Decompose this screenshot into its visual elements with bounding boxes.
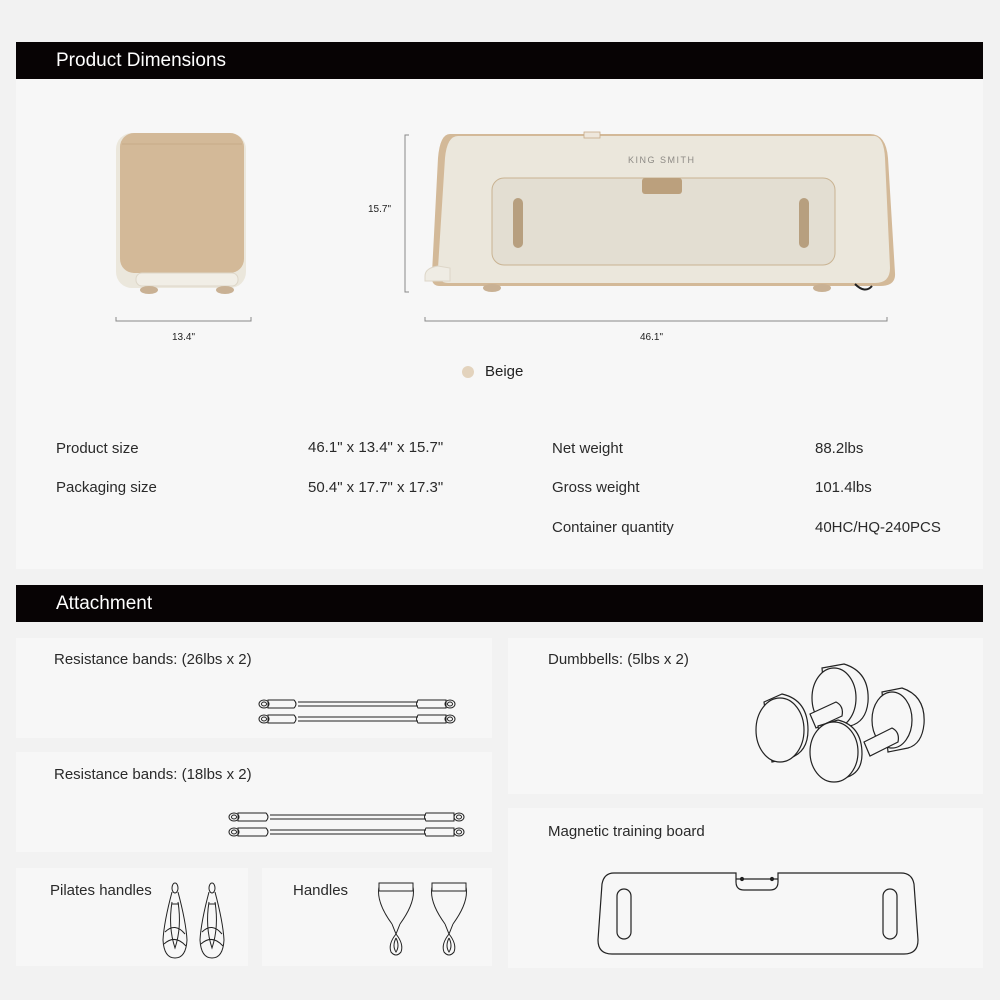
resistance-bands-icon — [228, 810, 468, 840]
spec-value-container-quantity: 40HC/HQ-240PCS — [815, 519, 941, 536]
attachment-label: Resistance bands: (26lbs x 2) — [54, 651, 252, 668]
color-label: Beige — [485, 363, 524, 380]
side-view-image — [110, 130, 260, 300]
spec-label-container-quantity: Container quantity — [552, 519, 674, 536]
brand-logo: KING SMITH — [628, 155, 696, 165]
height-label: 15.7" — [368, 204, 392, 215]
section-title: Attachment — [56, 593, 153, 614]
spec-label-packaging-size: Packaging size — [56, 479, 157, 496]
dumbbells-icon — [752, 662, 932, 782]
length-dimension-line — [424, 316, 889, 324]
product-dimensions-header — [16, 42, 983, 79]
spec-label-gross-weight: Gross weight — [552, 479, 640, 496]
attachment-label: Resistance bands: (18lbs x 2) — [54, 766, 252, 783]
length-label: 46.1" — [640, 332, 664, 343]
spec-value-packaging-size: 50.4" x 17.7" x 17.3" — [308, 479, 444, 496]
attachment-label: Magnetic training board — [548, 823, 705, 840]
handles-icon — [376, 882, 471, 958]
section-title: Product Dimensions — [56, 50, 227, 71]
height-dimension-line — [404, 134, 412, 294]
pilates-handles-icon — [160, 882, 235, 960]
training-board-icon — [596, 870, 921, 956]
beige-swatch-icon — [462, 366, 474, 378]
width-label: 13.4" — [172, 332, 196, 343]
attachment-label: Pilates handles — [50, 882, 152, 899]
attachment-header — [16, 585, 983, 622]
attachment-label: Dumbbells: (5lbs x 2) — [548, 651, 689, 668]
resistance-bands-icon — [258, 697, 463, 727]
spec-value-net-weight: 88.2lbs — [815, 440, 864, 457]
spec-label-net-weight: Net weight — [552, 440, 623, 457]
width-dimension-line — [115, 316, 252, 324]
spec-value-gross-weight: 101.4lbs — [815, 479, 872, 496]
front-view-image — [420, 128, 895, 298]
spec-label-product-size: Product size — [56, 440, 139, 457]
spec-value-product-size: 46.1" x 13.4" x 15.7" — [308, 439, 444, 456]
attachment-label: Handles — [293, 882, 349, 899]
